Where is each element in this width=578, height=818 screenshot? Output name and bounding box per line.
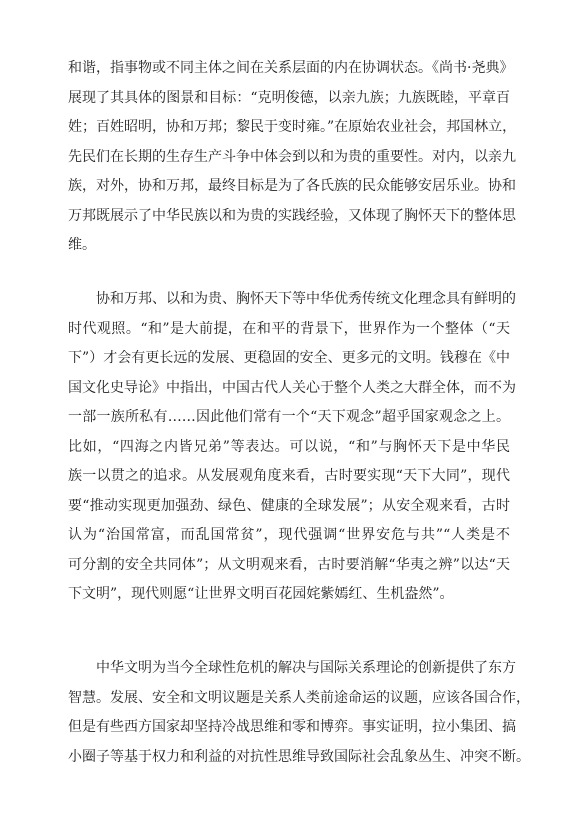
text-line: 小圈子等基于权力和利益的对抗性思维导致国际社会乱象丛生、冲突不断。	[68, 748, 530, 765]
text-line: 可分割的安全共同体”；从文明观来看，古时要消解“华夷之辨”以达“天	[68, 556, 510, 573]
text-line: 族一以贯之的追求。从发展观角度来看，古时要实现“天下大同”，现代	[68, 468, 510, 484]
text-line: 要“推动实现更加强劲、绿色、健康的全球发展”；从安全观来看，古时	[68, 497, 510, 514]
paragraph-1	[68, 54, 517, 261]
text-line: 认为“治国常富，而乱国常贫”，现代强调“世界安危与共”“人类是不	[68, 527, 510, 543]
text-line: 国文化史导论》中指出，中国古代人关心于整个人类之大群全体，而不为	[68, 379, 516, 396]
text-line: 时代观照。“和”是大前提，在和平的背景下，世界作为一个整体（“天	[68, 320, 510, 337]
text-line: 协和万邦、以和为贵、胸怀天下等中华优秀传统文化理念具有鲜明的	[96, 291, 516, 307]
text-line: 和谐，指事物或不同主体之间在关系层面的内在协调状态。《尚书·尧典》	[68, 60, 514, 76]
text-line: 下文明”，现代则愿“让世界文明百花园姹紫嫣红、生机盎然”。	[68, 586, 454, 602]
text-line: 先民们在长期的生存生产斗争中体会到以和为贵的重要性。对内，以亲九	[68, 148, 516, 165]
text-line: 展现了其具体的图景和目标：“克明俊德，以亲九族；九族既睦，平章百	[68, 89, 510, 106]
text-line: 比如，“四海之内皆兄弟”等表达。可以说，“和”与胸怀天下是中华民	[68, 438, 510, 455]
text-line: 智慧。发展、安全和文明议题是关系人类前途命运的议题，应该各国合作，	[68, 689, 530, 706]
text-line: 但是有些西方国家却坚持冷战思维和零和博弈。事实证明，拉小集团、搞	[68, 719, 516, 735]
paragraph-2	[68, 285, 516, 610]
text-line: 维。	[68, 237, 96, 253]
text-line: 姓；百姓昭明，协和万邦；黎民于变时雍。”在原始农业社会，邦国林立，	[68, 119, 517, 135]
text-line: 万邦既展示了中华民族以和为贵的实践经验，又体现了胸怀天下的整体思	[68, 207, 516, 224]
text-line: 中华文明为当今全球性危机的解决与国际关系理论的创新提供了东方	[96, 660, 516, 676]
text-line: 一部一族所私有……因此他们常有一个“天下观念”超乎国家观念之上。	[68, 409, 510, 425]
paragraph-3	[68, 654, 530, 772]
text-line: 下”）才会有更长远的发展、更稳固的安全、更多元的文明。钱穆在《中	[68, 350, 510, 366]
text-line: 族，对外，协和万邦，最终目标是为了各氏族的民众能够安居乐业。协和	[68, 178, 516, 194]
